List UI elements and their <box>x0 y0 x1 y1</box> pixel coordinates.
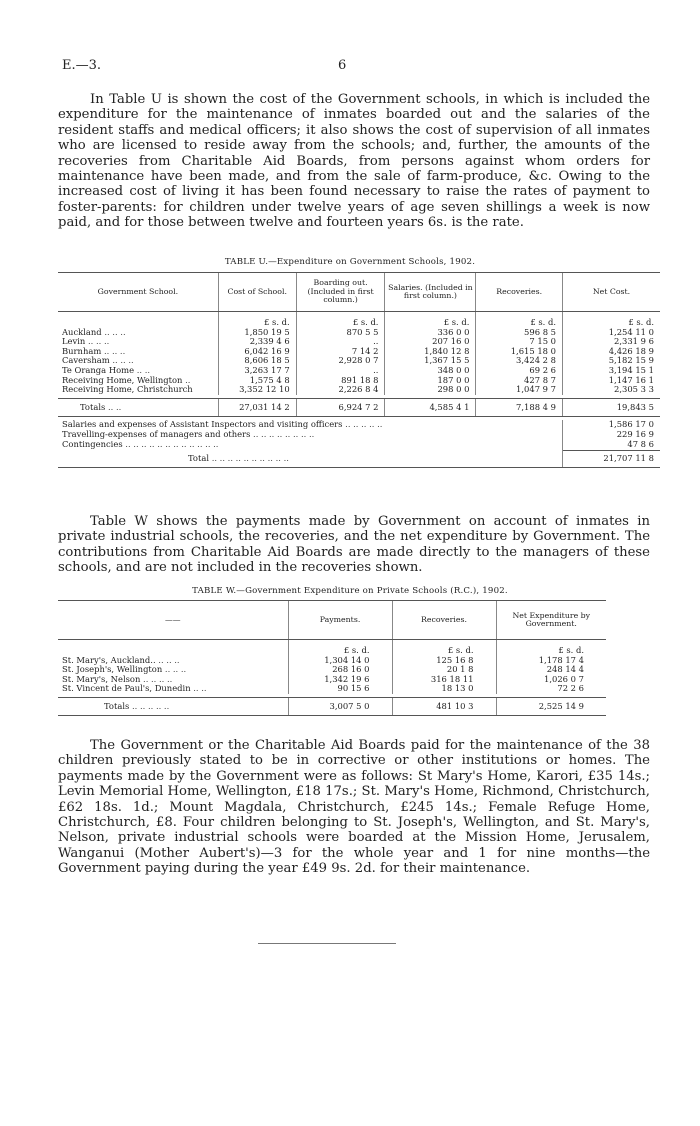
salaries-cell: 1,367 15 5 <box>385 356 476 366</box>
document-reference: E.—3. <box>62 58 102 73</box>
closing-paragraph-text: The Government or the Charitable Aid Boards paid for the maintenance of the 38 children previously stated to be in corrective or other institutions or homes. The payments made by the Government were as follows: St Mary's Home, Karori, £35 14s.; Levin Memorial Home, Wellington, £18 17s.; St. Mary's Home, Richmond, Christchurch, £62 18s. 1d.; Mount Magdala, Christchurch, £245 14s.; Female Refuge Home, Christchurch, £8. Four children belonging to St. Joseph's, Wellington, and St. Mary's, Nelson, private industrial schools were boarded at the Mission Home, Jerusalem, Wanganui (Mother Aubert's)—3 for the whole year and 1 for nine months—the Government paying during the year £49 9s. 2d. for their maintenance. <box>58 738 650 877</box>
col-net-cost: Net Cost. <box>563 273 660 312</box>
school-name: Receiving Home, Christchurch <box>62 384 193 395</box>
col-recoveries: Recoveries. <box>392 601 496 640</box>
cost-cell: 1,850 19 5 <box>218 328 296 338</box>
cost-cell: 3,263 17 7 <box>218 366 296 376</box>
page-number: 6 <box>338 58 347 73</box>
cost-cell: 1,575 4 8 <box>218 376 296 386</box>
leader-dots: .. .. .. .. <box>143 673 173 684</box>
table-row <box>58 684 606 694</box>
recoveries-cell: 1,615 18 0 <box>476 347 563 357</box>
grand-total-row <box>58 450 660 467</box>
school-name: Levin <box>62 336 86 347</box>
unit-label: £ s. d. <box>218 312 296 328</box>
leader-dots: .. <box>185 374 191 385</box>
total-payments: 3,007 5 0 <box>288 698 392 716</box>
leader-dots: .. .. .. <box>88 336 110 347</box>
leader-dots: .. .. <box>107 401 122 412</box>
school-name: Receiving Home, Wellington <box>62 374 183 385</box>
recoveries-cell: 18 13 0 <box>392 684 496 694</box>
total-salaries: 4,585 4 1 <box>385 399 476 417</box>
total-cost: 27,031 14 2 <box>218 399 296 417</box>
school-name: St. Joseph's, Wellington <box>62 664 163 675</box>
leader-dots: .. .. .. <box>104 326 126 337</box>
closing-rule <box>258 943 396 944</box>
salaries-cell: 187 0 0 <box>385 376 476 386</box>
net-cell: 72 2 6 <box>496 684 606 694</box>
table-w-header <box>58 601 606 640</box>
net-cost-cell: 2,305 3 3 <box>563 385 660 395</box>
recoveries-cell: 1,047 9 7 <box>476 385 563 395</box>
expense-label: Travelling-expenses of managers and others <box>62 428 251 439</box>
intro-paragraph <box>58 92 650 231</box>
leader-dots: .. .. .. .. .. .. .. .. <box>253 428 315 439</box>
payments-cell: 1,342 19 6 <box>288 675 392 685</box>
leader-dots: .. .. .. .. .. <box>131 701 170 712</box>
cost-cell: 8,606 18 5 <box>218 356 296 366</box>
salaries-cell: 348 0 0 <box>385 366 476 376</box>
table-row <box>58 385 660 395</box>
closing-paragraph <box>58 738 650 877</box>
cost-cell: 6,042 16 9 <box>218 347 296 357</box>
leader-dots: .. .. <box>136 364 151 375</box>
expense-value: 229 16 9 <box>563 430 660 440</box>
leader-dots: .. .. .. .. .. <box>345 418 383 429</box>
totals-label: Totals <box>80 401 106 412</box>
unit-label: £ s. d. <box>288 640 392 656</box>
total-recoveries: 481 10 3 <box>392 698 496 716</box>
net-cost-cell: 3,194 15 1 <box>563 366 660 376</box>
boarding-cell: 2,928 0 7 <box>296 356 385 366</box>
col-net-expenditure: Net Expenditure by Government. <box>496 601 606 640</box>
unit-label: £ s. d. <box>392 640 496 656</box>
table-u-header <box>58 273 660 312</box>
leader-dots: .. .. .. <box>164 664 187 675</box>
boarding-cell: 7 14 2 <box>296 347 385 357</box>
page-header <box>62 58 638 74</box>
school-name: Auckland <box>62 326 102 337</box>
school-name: Burnham <box>62 345 102 356</box>
total-net-cost: 19,843 5 <box>563 399 660 417</box>
salaries-cell: 336 0 0 <box>385 328 476 338</box>
expense-label: Salaries and expenses of Assistant Inspectors and visiting officers <box>62 418 343 429</box>
boarding-cell: .. <box>296 337 385 347</box>
recoveries-cell: 7 15 0 <box>476 337 563 347</box>
boarding-cell: 870 5 5 <box>296 328 385 338</box>
recoveries-cell: 596 8 5 <box>476 328 563 338</box>
col-government-school: Government School. <box>58 273 218 312</box>
unit-label: £ s. d. <box>476 312 563 328</box>
boarding-cell: .. <box>296 366 385 376</box>
table-w-paragraph <box>58 514 650 576</box>
net-cost-cell: 1,254 11 0 <box>563 328 660 338</box>
total-boarding: 6,924 7 2 <box>296 399 385 417</box>
col-recoveries: Recoveries. <box>476 273 563 312</box>
net-cell: 1,178 17 4 <box>496 656 606 666</box>
leader-dots: .. .. .. .. .. .. .. .. .. .. .. .. <box>125 439 219 450</box>
net-cost-cell: 1,147 16 1 <box>563 376 660 386</box>
leader-dots: .. .. .. <box>158 654 180 665</box>
salaries-cell: 298 0 0 <box>385 385 476 395</box>
payments-cell: 90 15 6 <box>288 684 392 694</box>
school-name: Te Oranga Home <box>62 364 135 375</box>
unit-label: £ s. d. <box>296 312 385 328</box>
expense-value: 1,586 17 0 <box>563 420 660 430</box>
total-recoveries: 7,188 4 9 <box>476 399 563 417</box>
currency-units-row <box>58 640 606 656</box>
unit-label: £ s. d. <box>496 640 606 656</box>
net-cell: 1,026 0 7 <box>496 675 606 685</box>
col-payments: Payments. <box>288 601 392 640</box>
total-net: 2,525 14 9 <box>496 698 606 716</box>
payments-cell: 1,304 14 0 <box>288 656 392 666</box>
net-cost-cell: 5,182 15 9 <box>563 356 660 366</box>
unit-label: £ s. d. <box>385 312 476 328</box>
intro-paragraph-text: In Table U is shown the cost of the Government schools, in which is included the expenditure for the maintenance of inmates boarded out and the salaries of the resident staffs and medical officers; it also shows the cost of supervision of all inmates who are licensed to reside away from the schools; and, further, the amounts of the recoveries from Charitable Aid Boards, from persons against whom orders for maintenance have been made, and from the sale of farm-produce, &c. Owing to the increased cost of living it has been found necessary to raise the rates of payment to foster-parents: for children under twelve years of age seven shillings a week is now paid, and for those between twelve and fourteen years 6s. is the rate. <box>58 92 650 231</box>
grand-total-value: 21,707 11 8 <box>563 450 660 467</box>
cost-cell: 3,352 12 10 <box>218 385 296 395</box>
totals-label: Totals <box>104 701 130 712</box>
unit-label: £ s. d. <box>563 312 660 328</box>
recoveries-cell: 125 16 8 <box>392 656 496 666</box>
recoveries-cell: 3,424 2 8 <box>476 356 563 366</box>
salaries-cell: 207 16 0 <box>385 337 476 347</box>
recoveries-cell: 20 1 8 <box>392 665 496 675</box>
table-w <box>58 600 606 716</box>
col-salaries: Salaries. (Included in first column.) <box>385 273 476 312</box>
payments-cell: 268 16 0 <box>288 665 392 675</box>
school-name: St. Vincent de Paul's, Dunedin <box>62 683 191 694</box>
net-cost-cell: 2,331 9 6 <box>563 337 660 347</box>
totals-row <box>58 399 660 417</box>
expense-label: Contingencies <box>62 439 123 450</box>
totals-row <box>58 698 606 716</box>
leader-dots: .. .. .. <box>103 345 126 356</box>
school-name: St. Mary's, Auckland.. <box>62 654 156 665</box>
table-row <box>58 328 660 338</box>
leader-dots: .. .. <box>193 683 207 694</box>
table-u-caption: TABLE U.—Expenditure on Government Schools, 1902. <box>224 257 476 267</box>
col-cost-of-school: Cost of School. <box>218 273 296 312</box>
boarding-cell: 891 18 8 <box>296 376 385 386</box>
table-u <box>58 272 660 468</box>
grand-total-label: Total <box>188 452 210 463</box>
leader-dots: .. .. .. .. .. .. .. .. .. .. <box>211 452 289 463</box>
school-name: Caversham <box>62 355 110 366</box>
leader-dots: .. .. .. <box>112 355 134 366</box>
table-w-paragraph-text: Table W shows the payments made by Government on account of inmates in private industrial schools, the recoveries, and the net expenditure by Government. The contributions from Charitable Aid Boards are made directly to the managers of these schools, and are not included in the recoveries shown. <box>58 514 650 576</box>
recoveries-cell: 427 8 7 <box>476 376 563 386</box>
currency-units-row <box>58 312 660 328</box>
cost-cell: 2,339 4 6 <box>218 337 296 347</box>
extra-expense-row <box>58 440 660 451</box>
table-w-caption: TABLE W.—Government Expenditure on Private Schools (R.C.), 1902. <box>192 586 508 596</box>
recoveries-cell: 69 2 6 <box>476 366 563 376</box>
boarding-cell: 2,226 8 4 <box>296 385 385 395</box>
salaries-cell: 1,840 12 8 <box>385 347 476 357</box>
school-name: St. Mary's, Nelson <box>62 673 141 684</box>
net-cell: 248 14 4 <box>496 665 606 675</box>
net-cost-cell: 4,426 18 9 <box>563 347 660 357</box>
col-school: —— <box>58 601 288 640</box>
recoveries-cell: 316 18 11 <box>392 675 496 685</box>
col-boarding-out: Boarding out. (Included in first column.) <box>296 273 385 312</box>
expense-value: 47 8 6 <box>563 440 660 451</box>
